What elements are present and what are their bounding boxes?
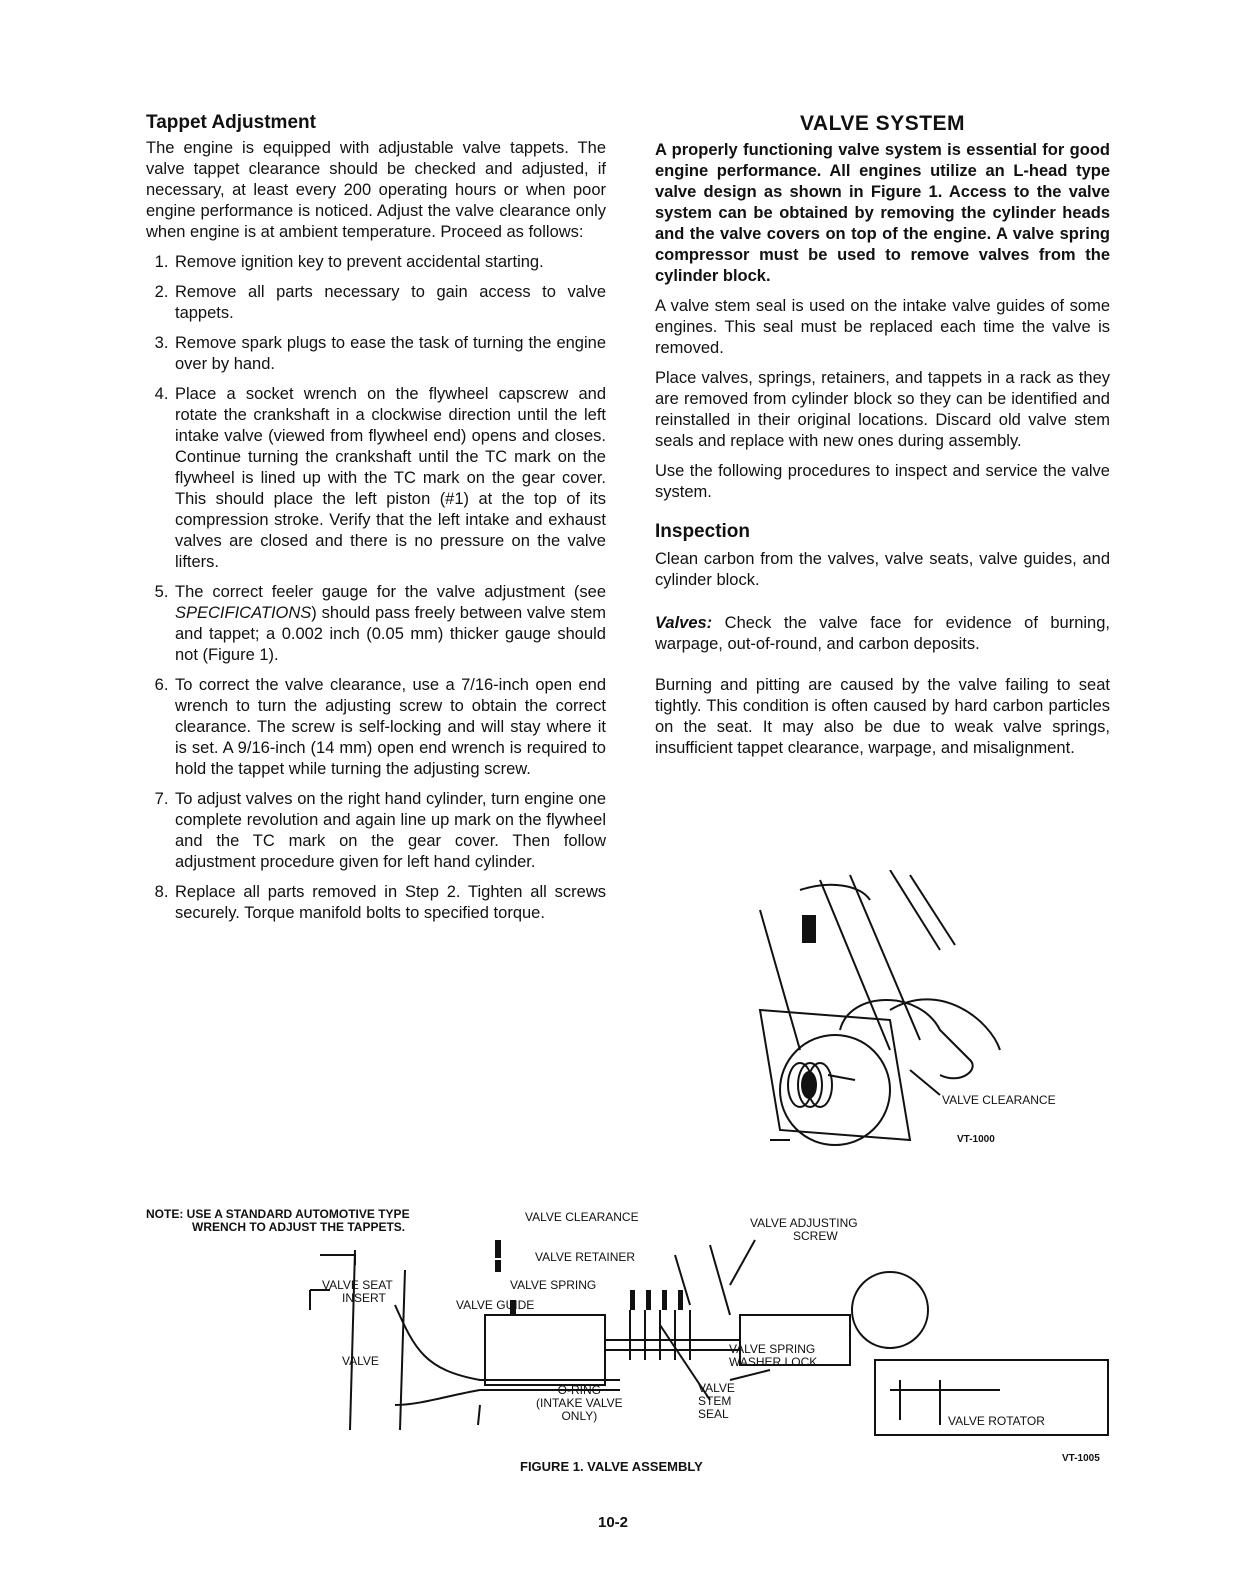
step-1: 1. Remove ignition key to prevent accidental starting. <box>173 252 606 273</box>
step-3: 3. Remove spark plugs to ease the task of turning the engine over by hand. <box>173 333 606 375</box>
valve-retainer-label: VALVE RETAINER <box>535 1250 636 1264</box>
valve-system-p2: A valve stem seal is used on the intake valve guides of some engines. This seal must be replaced each time the valve is removed. <box>655 297 1110 357</box>
valves-paragraph: Valves: Check the valve face for evidence of burning, warpage, out-of-round, and carbon deposits. <box>655 614 1110 653</box>
inspection-heading: Inspection <box>655 521 751 542</box>
note-line-1: NOTE: USE A STANDARD AUTOMOTIVE TYPE <box>146 1207 410 1221</box>
valve-guide-label: VALVE GUIDE <box>456 1298 535 1312</box>
step-4: 4. Place a socket wrench on the flywheel capscrew and rotate the crankshaft in a clockwise direction until the left intake valve (viewed from flywheel end) opens and closes. Continue turning the crankshaft until the TC mark on the flywheel is lined up with the TC mark on the gear cover. This should place the left piston (#1) at the top of its compression stroke. Verify that the left intake and exhaust valves are closed and there is no pressure on the valve lifters. <box>173 384 606 573</box>
valve-seat-insert-label: VALVE SEAT INSERT <box>322 1278 393 1305</box>
step-6: 6. To correct the valve clearance, use a 7/16-inch open end wrench to turn the adjusting screw to obtain the correct clearance. The screw is self-locking and will stay where it is set. A 9/16-inch (14 mm) open end wrench is required to hold the tappet while turning the adjusting screw. <box>173 675 606 780</box>
note-line-2: WRENCH TO ADJUST THE TAPPETS. <box>192 1220 406 1234</box>
valve-system-p3: Place valves, springs, retainers, and tappets in a rack as they are removed from cylinder block so they can be identified and reinstalled in their original locations. Discard old valve stem seals and replace with new ones during assembly. <box>655 369 1110 450</box>
tappet-adjustment-illustration <box>740 870 1100 1160</box>
valve-spring-label: VALVE SPRING <box>510 1278 597 1292</box>
page-number: 10-2 <box>598 1514 629 1531</box>
step-8: 8. Replace all parts removed in Step 2. Tighten all screws securely. Torque manifold bolts to specified torque. <box>173 882 606 924</box>
step-5: 5. The correct feeler gauge for the valve adjustment (see SPECIFICATIONS) should pass freely between valve stem and tappet; a 0.002 inch (0.05 mm) thicker gauge should not (Figure 1). <box>173 582 606 666</box>
valve-system-p4: Use the following procedures to inspect and service the valve system. <box>655 462 1110 501</box>
valve-system-title: VALVE SYSTEM <box>799 112 966 135</box>
burning-paragraph: Burning and pitting are caused by the valve failing to seat tightly. This condition is often caused by hard carbon particles on the seat. It may also be due to weak valve springs, insufficient tappet clearance, warpage, and misalignment. <box>655 676 1110 757</box>
valve-spring-washer-lock-label: VALVE SPRING WASHER LOCK <box>729 1342 818 1369</box>
figure-caption: FIGURE 1. VALVE ASSEMBLY <box>520 1459 703 1474</box>
valve-system-p1: A properly functioning valve system is essential for good engine performance. All engines utilize an L-head type valve design as shown in Figure 1. Access to the valve system can be obtained by removing the cylinder heads and the valve covers on top of the engine. A valve spring compressor must be used to remove valves from the cylinder block. <box>655 141 1110 285</box>
valve-clearance-label: VALVE CLEARANCE <box>525 1210 639 1224</box>
tappet-adjustment-heading: Tappet Adjustment <box>146 112 316 133</box>
step-7: 7. To adjust valves on the right hand cylinder, turn engine one complete revolution and again line up mark on the flywheel and the TC mark on the gear cover. Then follow adjustment procedure given for left hand cylinder. <box>173 789 606 873</box>
o-ring-label: O-RING (INTAKE VALVE ONLY) <box>536 1383 623 1423</box>
figure-code-bottom: VT-1005 <box>1062 1453 1100 1464</box>
tappet-intro: The engine is equipped with adjustable valve tappets. The valve tappet clearance should be checked and adjusted, if necessary, at least every 200 operating hours or when poor engine performance is noticed. Adjust the valve clearance only when engine is at ambient temperature. Proceed as follows: <box>146 139 606 241</box>
valve-rotator-label: VALVE ROTATOR <box>948 1414 1045 1428</box>
left-column <box>146 112 606 933</box>
specifications-reference: SPECIFICATIONS <box>175 604 312 622</box>
figure-code-top: VT-1000 <box>957 1134 995 1145</box>
valve-adjusting-screw-label: VALVE ADJUSTING SCREW <box>750 1216 858 1243</box>
right-column <box>655 112 1110 768</box>
inspection-paragraph: Clean carbon from the valves, valve seats, valve guides, and cylinder block. <box>655 550 1110 589</box>
valve-clearance-label-top: VALVE CLEARANCE <box>942 1093 1056 1107</box>
valve-label: VALVE <box>342 1354 379 1368</box>
step-2: 2. Remove all parts necessary to gain access to valve tappets. <box>173 282 606 324</box>
valve-stem-seal-label: VALVE STEM SEAL <box>698 1381 735 1421</box>
tappet-steps <box>146 252 606 924</box>
